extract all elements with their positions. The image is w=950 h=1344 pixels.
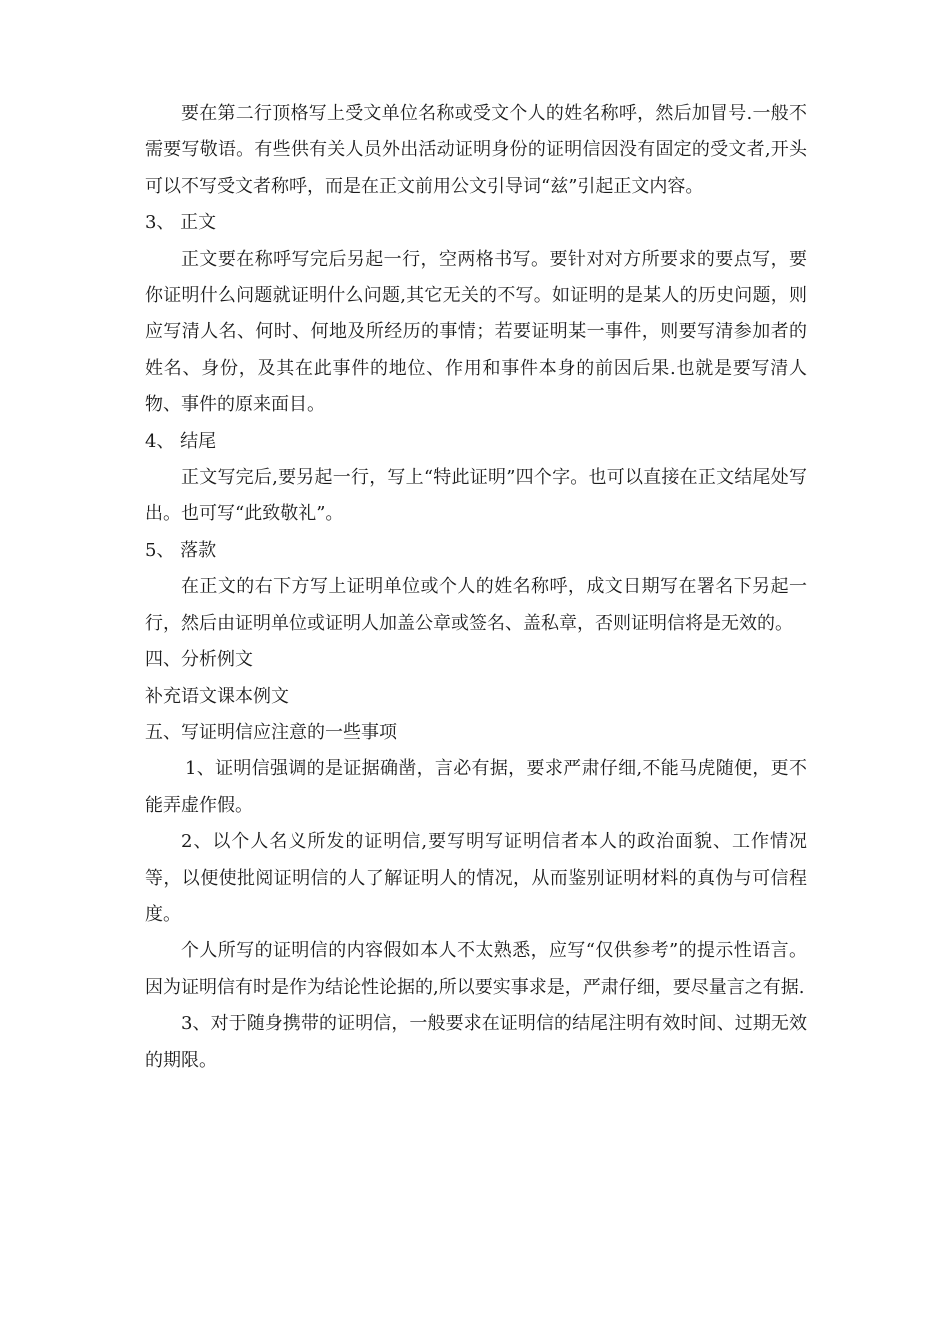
paragraph-body-rules: 正文要在称呼写完后另起一行，空两格书写。要针对对方所要求的要点写，要你证明什么问题就证明什么问题,其它无关的不写。如证明的是某人的历史问题，则应写清人名、何时、何地及所经历的事情；若要证明某一事件，则要写清参加者的姓名、身份，及其在此事件的地位、作用和事件本身的前因后果.也就是要写清人物、事件的原来面目。 (145, 248, 807, 416)
paragraph-note-2-cont: 个人所写的证明信的内容假如本人不太熟悉，应写“仅供参考”的提示性语言。因为证明信有时是作为结论性论据的,所以要实事求是，严肃仔细，要尽量言之有据. (145, 940, 807, 998)
section-heading-signature: 5、 落款 (145, 539, 217, 561)
paragraph-note-1: 1、证明信强调的是证据确凿，言必有据，要求严肃仔细,不能马虎随便，更不能弄虚作假。 (145, 758, 807, 816)
paragraph-salutation-rules: 要在第二行顶格写上受文单位名称或受文个人的姓名称呼，然后加冒号.一般不需要写敬语。有些供有关人员外出活动证明身份的证明信因没有固定的受文者,开头可以不写受文者称呼，而是在正文前用公文引导词“兹”引起正文内容。 (145, 103, 807, 197)
paragraph-ending-rules: 正文写完后,要另起一行，写上“特此证明”四个字。也可以直接在正文结尾处写出。也可写“此致敬礼”。 (145, 467, 807, 525)
chapter-heading-examples: 四、分析例文 (145, 649, 253, 671)
paragraph-note-2: 2、以个人名义所发的证明信,要写明写证明信者本人的政治面貌、工作情况等，以便使批阅证明信的人了解证明人的情况，从而鉴别证明材料的真伪与可信程度。 (145, 831, 807, 925)
chapter-heading-notes: 五、写证明信应注意的一些事项 (145, 721, 397, 743)
section-heading-body: 3、 正文 (145, 212, 217, 234)
paragraph-example-note: 补充语文课本例文 (145, 685, 289, 707)
paragraph-signature-rules: 在正文的右下方写上证明单位或个人的姓名称呼，成文日期写在署名下另起一行，然后由证明单位或证明人加盖公章或签名、盖私章，否则证明信将是无效的。 (145, 576, 807, 634)
section-heading-ending: 4、 结尾 (145, 430, 217, 452)
paragraph-note-3: 3、对于随身携带的证明信，一般要求在证明信的结尾注明有效时间、过期无效的期限。 (145, 1013, 807, 1071)
document-body (145, 96, 807, 1079)
